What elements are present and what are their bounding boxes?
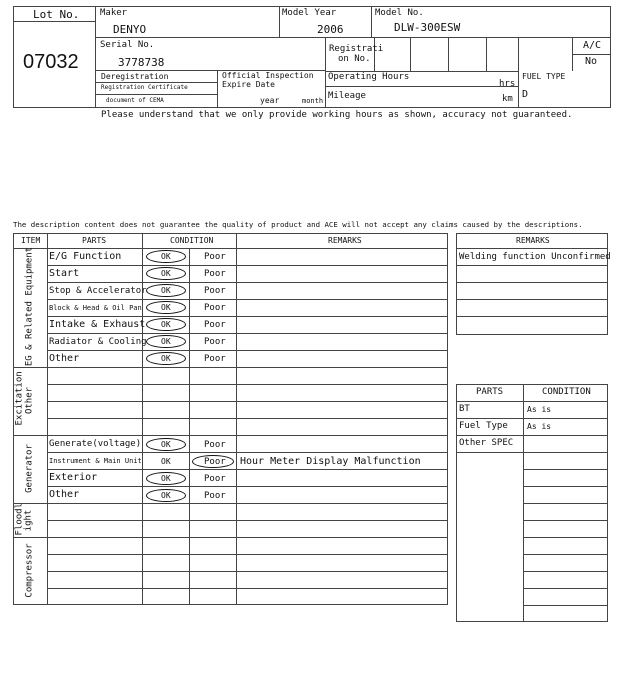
model-year-label: Model Year: [282, 8, 337, 18]
ok-option[interactable]: OK: [161, 440, 171, 449]
section-excitation-1: Excitation: [14, 371, 25, 426]
lot-no-label: Lot No.: [33, 8, 80, 21]
ac-value: No: [585, 56, 598, 67]
ok-option[interactable]: OK: [161, 320, 171, 329]
right-remarks-row-1: Welding function Unconfirmed: [459, 252, 611, 262]
registration-certificate-label: Registration Certificate: [101, 84, 188, 91]
gen-part-3: Exterior: [49, 472, 98, 483]
deregistration-label: Deregistration: [101, 72, 169, 81]
hrs-label: hrs: [499, 79, 516, 89]
section-excitation-2: Other: [24, 386, 35, 415]
poor-option[interactable]: Poor: [204, 354, 226, 364]
right-cond-bt: As is: [527, 405, 552, 414]
poor-option[interactable]: Poor: [204, 269, 226, 279]
poor-option[interactable]: Poor: [204, 320, 226, 330]
ok-option[interactable]: OK: [161, 354, 171, 363]
fuel-type-label: FUEL TYPE: [522, 72, 566, 81]
gen-remark-2: Hour Meter Display Malfunction: [240, 456, 421, 467]
right-cond-fuel-type: As is: [527, 422, 552, 431]
col-condition: CONDITION: [170, 236, 214, 245]
right-part-other-spec: Other SPEC: [459, 438, 514, 448]
eg-part-3: Stop & Accelerator: [49, 286, 147, 296]
ok-option[interactable]: OK: [161, 303, 171, 312]
ok-option[interactable]: OK: [161, 286, 171, 295]
month-label: month: [302, 97, 324, 105]
registration-no-label-2: on No.: [338, 54, 371, 64]
serial-no-label: Serial No.: [100, 40, 155, 50]
section-generator: Generator: [24, 444, 35, 493]
registration-no-label-1: Registrati: [329, 44, 384, 54]
year-label: year: [260, 96, 280, 105]
poor-option[interactable]: Poor: [204, 440, 226, 450]
section-compressor: Compressor: [24, 543, 35, 598]
official-inspection-label-2: Expire Date: [222, 80, 275, 89]
eg-part-4: Block & Head & Oil Pan: [49, 304, 142, 312]
ok-option[interactable]: OK: [161, 252, 171, 261]
col-item: ITEM: [21, 236, 41, 245]
poor-option[interactable]: Poor: [204, 252, 226, 262]
poor-option[interactable]: Poor: [204, 303, 226, 313]
lot-no-value: 07032: [23, 51, 79, 73]
operating-hours-label: Operating Hours: [328, 72, 410, 82]
eg-part-7: Other: [49, 353, 80, 364]
document-cema-label: document of CEMA: [106, 97, 164, 104]
eg-part-2: Start: [49, 268, 80, 279]
eg-part-5: Intake & Exhaust: [49, 319, 146, 330]
ok-option[interactable]: OK: [161, 269, 171, 278]
right-part-fuel-type: Fuel Type: [459, 421, 508, 431]
right-col-parts: PARTS: [476, 387, 504, 397]
poor-option[interactable]: Poor: [204, 474, 226, 484]
right-col-condition: CONDITION: [542, 387, 591, 397]
ac-label: A/C: [583, 40, 602, 51]
gen-part-2: Instrument & Main Unit: [49, 457, 142, 465]
section-eg: EG & Related Equipment: [24, 246, 35, 367]
ok-option[interactable]: OK: [161, 491, 171, 500]
right-part-bt: BT: [459, 404, 470, 414]
section-floodlight-1: Floodl: [14, 502, 25, 536]
maker-label: Maker: [100, 8, 128, 18]
maker-value: DENYO: [113, 23, 147, 36]
eg-part-1: E/G Function: [49, 251, 122, 262]
col-parts: PARTS: [82, 236, 107, 245]
fuel-type-value: D: [522, 89, 529, 100]
poor-option[interactable]: Poor: [204, 491, 226, 501]
disclaimer-note: The description content does not guarantee the quality of product and ACE will not accept any claims caused by the descriptions.: [13, 220, 583, 229]
col-remarks: REMARKS: [328, 236, 362, 245]
gen-part-1: Generate(voltage): [49, 439, 142, 449]
mileage-label: Mileage: [328, 91, 366, 101]
gen-part-4: Other: [49, 489, 80, 500]
section-floodlight-2: ight: [23, 509, 34, 532]
model-year-value: 2006: [317, 23, 344, 36]
model-no-value: DLW-300ESW: [394, 21, 461, 34]
poor-option[interactable]: Poor: [204, 286, 226, 296]
eg-part-6: Radiator & Cooling: [49, 337, 147, 347]
poor-option[interactable]: Poor: [204, 337, 226, 347]
working-hours-note: Please understand that we only provide working hours as shown, accuracy not guaranteed.: [101, 110, 573, 120]
km-label: km: [502, 94, 513, 104]
official-inspection-label-1: Official Inspection: [222, 71, 314, 80]
right-remarks-header: REMARKS: [516, 236, 550, 245]
serial-no-value: 3778738: [118, 56, 165, 69]
model-no-label: Model No.: [375, 8, 424, 18]
ok-option[interactable]: OK: [161, 474, 171, 483]
poor-option[interactable]: Poor: [204, 457, 226, 467]
ok-option[interactable]: OK: [161, 457, 171, 466]
ok-option[interactable]: OK: [161, 337, 171, 346]
